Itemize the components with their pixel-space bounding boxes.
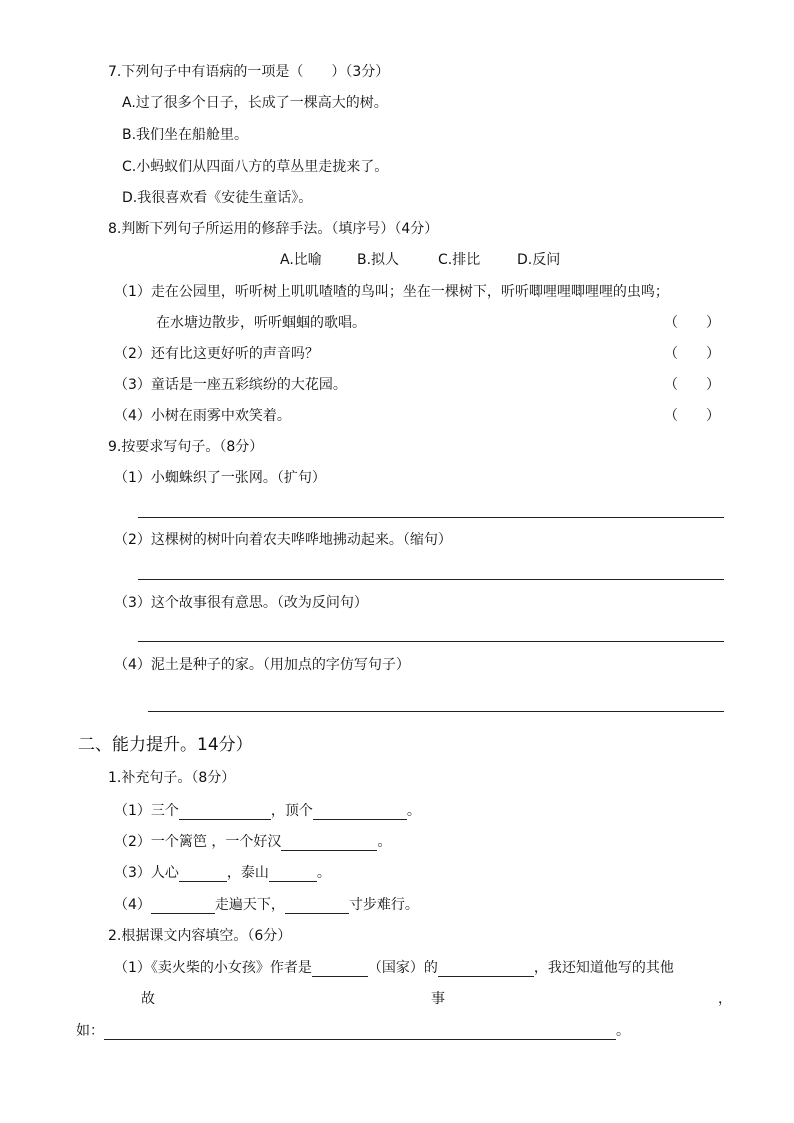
- section-heading: 二、能力提升。14分）: [78, 735, 253, 755]
- s2q2-line-1-end: ，我还知道他写的其他: [533, 960, 674, 976]
- s2q1-line-3-mid: ，泰山: [226, 865, 269, 881]
- q7-option-a: A.过了很多个日子，长成了一棵高大的树。: [122, 95, 388, 111]
- fill-blank[interactable]: [312, 961, 368, 977]
- q8-title: 8.判断下列句子所运用的修辞手法。（填序号）（4分）: [108, 221, 439, 237]
- fill-blank[interactable]: [285, 898, 349, 914]
- fill-blank[interactable]: [281, 835, 377, 851]
- s2q1-line-3-prefix: （3）人心: [114, 865, 179, 881]
- fill-blank[interactable]: [151, 898, 215, 914]
- s2q1-line-1-mid: ，顶个: [270, 803, 313, 819]
- q8-answer-paren-3[interactable]: （ ）: [664, 377, 720, 393]
- s2q1-line-2: [114, 833, 391, 851]
- q8-item-1: （1）走在公园里，听听树上叽叽喳喳的鸟叫；坐在一棵树下，听听唧哩哩唧哩哩的虫鸣；: [114, 284, 669, 300]
- s2q2-title: 2.根据课文内容填空。（6分）: [108, 928, 292, 944]
- q8-item-2: （2）还有比这更好听的声音吗？: [114, 346, 319, 362]
- s2q2-word-2: 事: [431, 991, 445, 1007]
- s2q2-word-3: ，: [718, 991, 732, 1007]
- q8-answer-paren-1[interactable]: （ ）: [664, 315, 720, 331]
- fill-blank[interactable]: [438, 961, 534, 977]
- s2q1-line-4: [114, 896, 419, 914]
- s2q1-line-2-prefix: （2）一个篱笆 ，一个好汉: [114, 834, 282, 850]
- s2q1-line-3-end: 。: [316, 865, 331, 881]
- q8-choice-c: C.排比: [438, 252, 481, 268]
- s2q1-line-3: [114, 864, 331, 882]
- s2q1-line-1: [114, 802, 421, 820]
- s2q2-line-1: [114, 959, 674, 977]
- q8-choice-b: B.拟人: [357, 252, 400, 268]
- q8-answer-paren-4[interactable]: （ ）: [664, 408, 720, 424]
- fill-blank[interactable]: [179, 804, 271, 820]
- fill-blank[interactable]: [179, 866, 227, 882]
- q9-item-2: （2）这棵树的树叶向着农夫哗哗地拂动起来。（缩句）: [114, 532, 452, 548]
- q8-answer-paren-2[interactable]: （ ）: [664, 346, 720, 362]
- answer-line-1[interactable]: [138, 517, 724, 518]
- fill-blank[interactable]: [313, 804, 407, 820]
- s2q2-line-3-prefix: 如：: [76, 1023, 104, 1039]
- q8-item-1-cont: 在水塘边散步，听听蝈蝈的歌唱。: [156, 315, 366, 331]
- q8-choice-d: D.反问: [517, 252, 561, 268]
- s2q1-line-4-mid: 走遍天下，: [214, 897, 285, 913]
- q7-option-c: C.小蚂蚁们从四面八方的草丛里走拢来了。: [122, 159, 389, 175]
- s2q1-line-2-end: 。: [377, 834, 392, 850]
- fill-blank[interactable]: [104, 1024, 616, 1040]
- s2q1-title: 1.补充句子。（8分）: [108, 770, 236, 786]
- q9-item-1: （1）小蜘蛛织了一张网。（扩句）: [114, 470, 326, 486]
- q8-choice-a: A.比喻: [280, 252, 322, 268]
- q7-option-b: B.我们坐在船舱里。: [122, 127, 249, 143]
- s2q2-word-1: 故: [141, 991, 155, 1007]
- q9-item-4: （4）泥土是种子的家。（用加点的字仿写句子）: [114, 657, 410, 673]
- answer-line-3[interactable]: [138, 641, 724, 642]
- s2q2-line-1-prefix: （1）《卖火柴的小女孩》作者是: [114, 960, 312, 976]
- s2q2-line-1-mid: （国家）的: [367, 960, 438, 976]
- s2q1-line-4-prefix: （4）: [114, 897, 151, 913]
- s2q2-line-3-end: 。: [616, 1023, 630, 1039]
- answer-line-2[interactable]: [138, 579, 724, 580]
- q9-title: 9.按要求写句子。（8分）: [108, 439, 264, 455]
- q8-item-3: （3）童话是一座五彩缤纷的大花园。: [114, 377, 347, 393]
- q9-item-3: （3）这个故事很有意思。（改为反问句）: [114, 595, 368, 611]
- s2q1-line-4-end: 寸步难行。: [348, 897, 419, 913]
- s2q1-line-1-end: 。: [406, 803, 421, 819]
- q8-item-4: （4）小树在雨雾中欢笑着。: [114, 408, 291, 424]
- s2q2-line-3: [76, 1022, 630, 1040]
- q7-option-d: D.我很喜欢看《安徒生童话》。: [122, 190, 313, 206]
- fill-blank[interactable]: [269, 866, 317, 882]
- q7-title: 7.下列句子中有语病的一项是（ ）（3分）: [108, 64, 390, 80]
- answer-line-4[interactable]: [148, 711, 724, 712]
- s2q1-line-1-prefix: （1）三个: [114, 803, 179, 819]
